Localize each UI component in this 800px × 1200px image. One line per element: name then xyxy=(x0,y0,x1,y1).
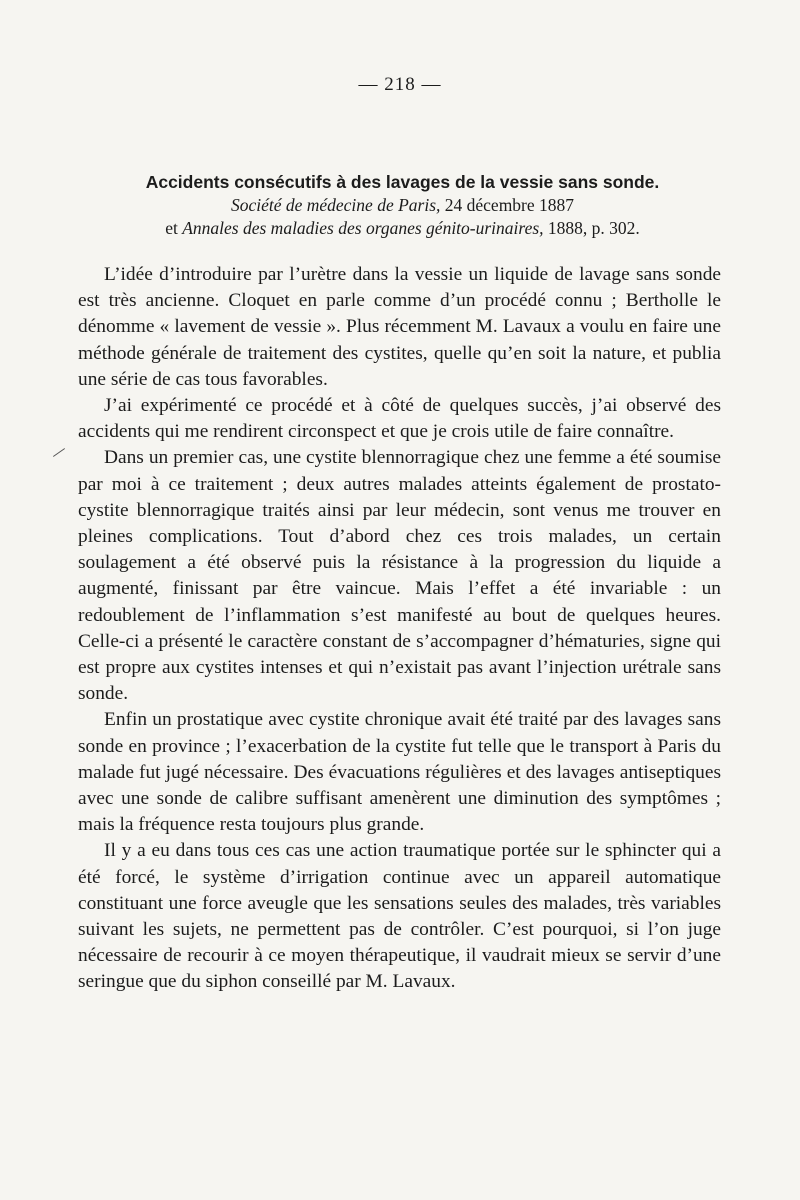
meeting-date: 24 décembre 1887 xyxy=(440,195,575,215)
paragraph: L’idée d’introduire par l’urètre dans la vessie un liquide de lavage sans sonde est très ancienne. Cloquet en parle comme d’un procédé connu ; Bertholle le dénomme « lavement de vessie ». Plus récemment M. Lavaux a voulu en faire une méthode générale de traitement des cystites, quelle qu’en soit la nature, et publia une série de cas tous favorables. xyxy=(78,264,721,390)
article-header xyxy=(80,170,725,240)
citation-line-2 xyxy=(80,217,725,240)
paragraph: J’ai expérimenté ce procédé et à côté de quelques succès, j’ai observé des accidents qui me rendirent circonspect et que je crois utile de faire connaître. xyxy=(78,395,721,443)
citation-connector: et xyxy=(165,218,183,238)
citation-line-1 xyxy=(80,194,725,217)
journal-reference: 1888, p. 302. xyxy=(543,218,640,238)
society-name: Société de médecine de Paris, xyxy=(230,195,441,215)
margin-mark xyxy=(53,448,65,457)
journal-name: Annales des maladies des organes génito-urinaires, xyxy=(182,218,544,238)
paragraph: Dans un premier cas, une cystite blennorragique chez une femme a été soumise par moi à ce traitement ; deux autres malades atteints également de prostato-cystite blennorragique traités ainsi par leur médecin, sont venus me trouver en pleines complications. Tout d’abord chez ces trois malades, un certain soulagement a été observé puis la résistance à la progression du liquide a augmenté, finissant par être vaincue. Mais l’effet a été invariable : un redoublement de l’inflammation s’est manifesté au bout de quelques heures. Celle-ci a présenté le caractère constant de s’accompagner d’hématuries, signe qui est propre aux cystites intenses et qui n’existait pas avant l’injection urétrale sans sonde. xyxy=(78,447,721,705)
page-number: — 218 — xyxy=(358,74,442,95)
paragraph: Enfin un prostatique avec cystite chronique avait été traité par des lavages sans sonde en province ; l’exacerbation de la cystite fut telle que le transport à Paris du malade fut jugé nécessaire. Des évacuations régulières et des lavages antiseptiques avec une sonde de calibre suffisant amenèrent une diminution des symptômes ; mais la fréquence resta toujours plus grande. xyxy=(78,709,721,836)
paragraph: Il y a eu dans tous ces cas une action traumatique portée sur le sphincter qui a été forcé, le système d’irrigation continue avec un appareil automatique constituant une force aveugle que les sensations seules des malades, très variables suivant les sujets, ne permettent pas de contrôler. C’est pourquoi, si l’on juge nécessaire de recourir à ce moyen thérapeutique, il vaudrait mieux se servir d’une seringue que du siphon conseillé par M. Lavaux. xyxy=(78,840,721,993)
article-title: Accidents consécutifs à des lavages de la vessie sans sonde. xyxy=(145,172,660,192)
article-body xyxy=(78,262,721,996)
